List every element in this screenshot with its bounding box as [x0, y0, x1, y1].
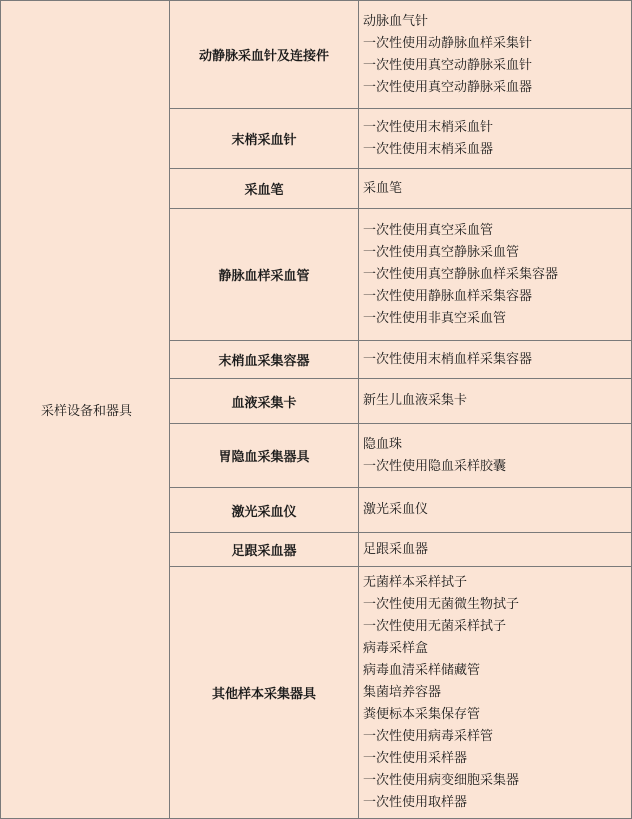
subcategory-label: 足跟采血器 [231, 544, 297, 559]
subcategory-label: 血液采集卡 [231, 395, 297, 411]
table-body [1, 1, 632, 819]
subcategory-label: 末梢血采集容器 [218, 354, 310, 369]
product-item: 一次性使用末梢采血针 [363, 119, 494, 135]
product-list-cell [359, 341, 632, 379]
product-list-cell [359, 379, 632, 424]
product-item: 病毒采样盒 [363, 640, 429, 656]
product-item: 集菌培养容器 [363, 684, 442, 700]
subcategory-label: 胃隐血采集器具 [218, 450, 310, 465]
main-category-label: 采样设备和器具 [41, 404, 133, 419]
subcategory-label: 激光采血仪 [231, 504, 297, 520]
product-item: 激光采血仪 [363, 502, 429, 517]
product-item: 病毒血清采样储藏管 [363, 662, 481, 678]
product-item: 一次性使用动静脉血样采集针 [363, 35, 533, 51]
product-item: 动脉血气针 [363, 13, 429, 29]
product-list-cell [359, 109, 632, 169]
subcategory-cell [170, 379, 359, 424]
subcategory-label: 其他样本采集器具 [211, 687, 316, 702]
subcategory-cell [170, 1, 359, 109]
product-item: 一次性使用真空采血管 [363, 222, 494, 238]
product-item: 新生儿血液采集卡 [363, 393, 468, 408]
subcategory-label: 末梢采血针 [231, 133, 297, 148]
subcategory-label: 动静脉采血针及连接件 [198, 49, 329, 64]
product-item: 无菌样本采样拭子 [363, 574, 468, 590]
product-item: 一次性使用取样器 [363, 794, 468, 810]
subcategory-label: 采血笔 [244, 183, 284, 198]
product-list-cell [359, 1, 632, 109]
product-list-cell [359, 488, 632, 533]
product-list-cell [359, 169, 632, 209]
product-item: 一次性使用病毒采样管 [363, 728, 494, 744]
subcategory-label: 静脉血样采血管 [218, 269, 310, 284]
product-item: 一次性使用采样器 [363, 750, 468, 766]
subcategory-cell [170, 341, 359, 379]
main-category-cell [1, 1, 170, 819]
product-list-cell [359, 209, 632, 341]
product-item: 一次性使用真空静脉血样采集容器 [363, 266, 559, 282]
product-list-cell [359, 424, 632, 488]
product-list-cell [359, 567, 632, 819]
table-row [1, 1, 632, 109]
subcategory-cell [170, 424, 359, 488]
product-item: 一次性使用静脉血样采集容器 [363, 288, 533, 304]
subcategory-cell [170, 209, 359, 341]
product-item: 一次性使用隐血采样胶囊 [363, 458, 507, 474]
product-item: 一次性使用无菌采样拭子 [363, 618, 507, 634]
subcategory-cell [170, 567, 359, 819]
subcategory-cell [170, 169, 359, 209]
product-item: 一次性使用病变细胞采集器 [363, 772, 520, 788]
product-item: 粪便标本采集保存管 [363, 706, 481, 722]
subcategory-cell [170, 533, 359, 567]
product-item: 一次性使用真空动静脉采血针 [363, 57, 533, 73]
product-item: 采血笔 [363, 180, 403, 196]
product-item: 一次性使用末梢血样采集容器 [363, 351, 533, 367]
product-item: 一次性使用末梢采血器 [363, 141, 494, 157]
product-item: 一次性使用真空动静脉采血器 [363, 79, 533, 95]
product-item: 隐血珠 [363, 436, 403, 452]
subcategory-cell [170, 109, 359, 169]
product-item: 一次性使用非真空采血管 [363, 310, 507, 326]
product-item: 足跟采血器 [363, 541, 429, 557]
subcategory-cell [170, 488, 359, 533]
product-item: 一次性使用无菌微生物拭子 [363, 596, 520, 612]
product-item: 一次性使用真空静脉采血管 [363, 244, 520, 260]
product-list-cell [359, 533, 632, 567]
